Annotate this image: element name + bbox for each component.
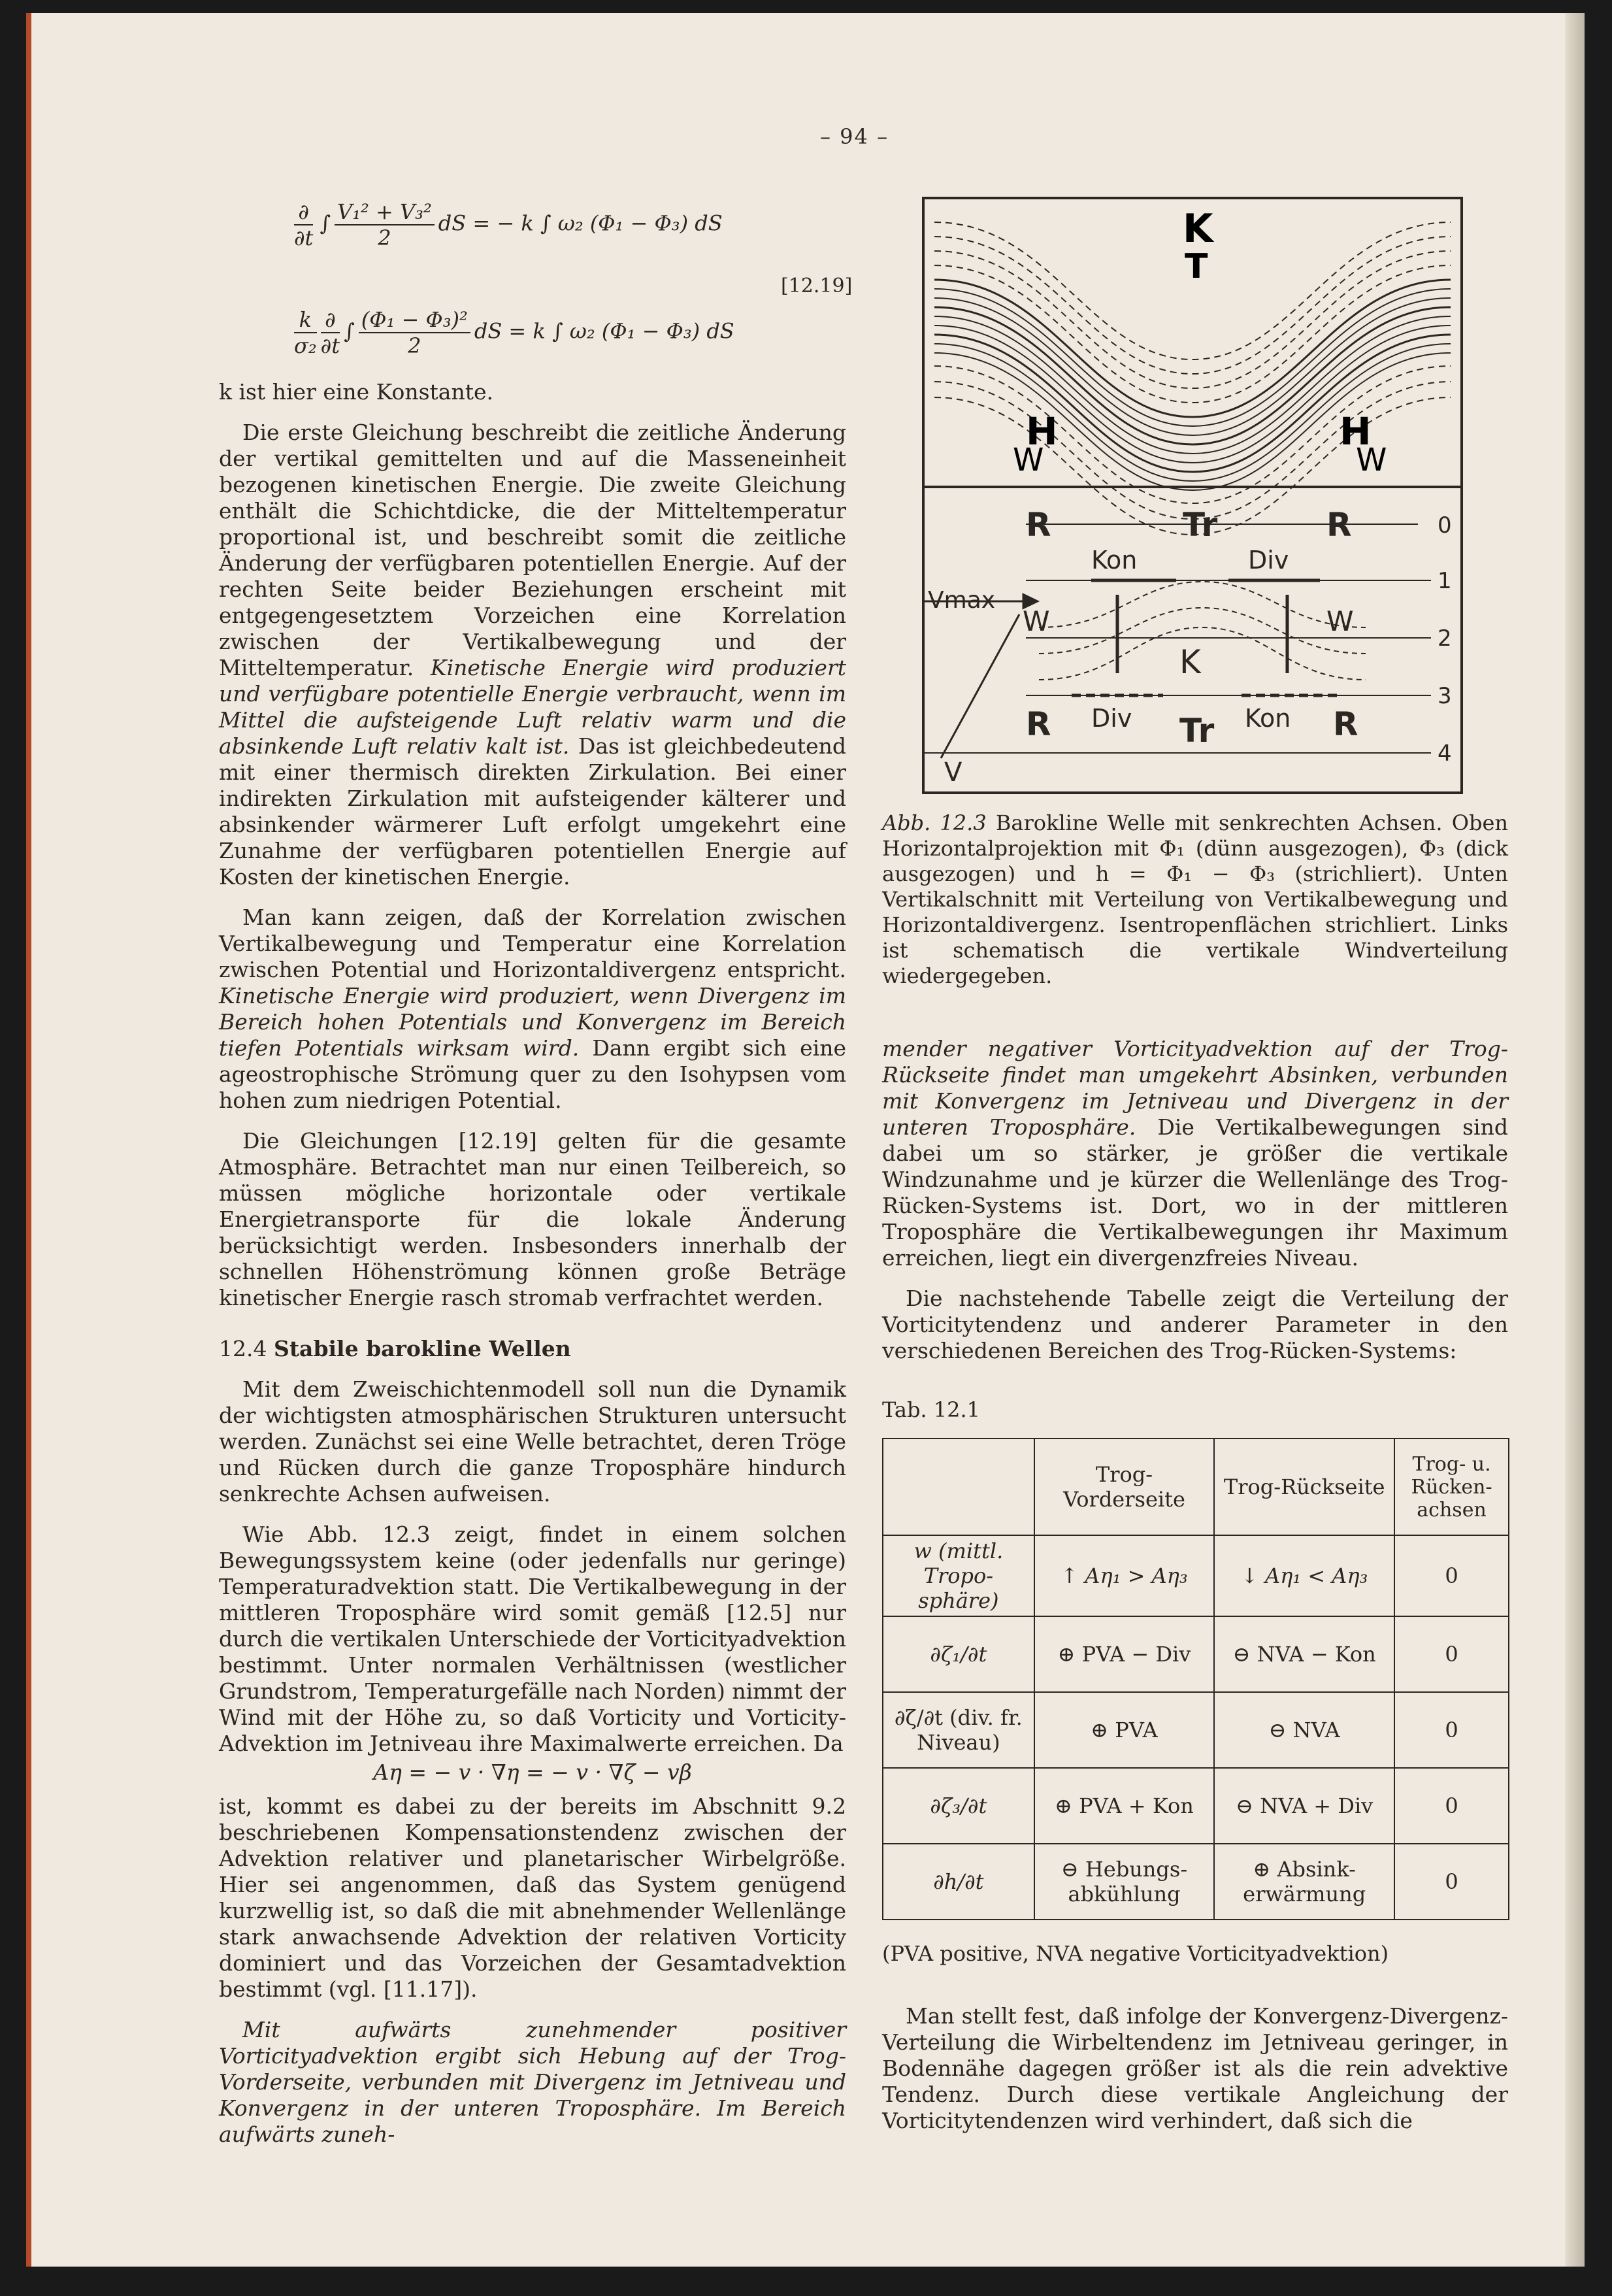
level-4: 4 [1438, 740, 1452, 767]
row-cell: ⊖ Hebungs-abkühlung [1034, 1844, 1215, 1920]
equation-1: $\frac{\partial}{\partial t}$ ∫ $\frac{\text{V₁² + V₃²}}{2}$ dS = − k ∫ ω₂ (Φ₁ − Φ₃) dS [294, 199, 723, 250]
book-spine [1565, 13, 1585, 2267]
label-H-left: H [1026, 409, 1058, 454]
table-row [883, 1692, 1509, 1768]
solid-contour [934, 316, 1451, 454]
eq1-frac-num: V₁² + V₃² [335, 199, 435, 225]
section-title: Stabile barokline Wellen [273, 1336, 571, 1361]
section-labels [928, 506, 1452, 788]
label-Kon-2: Kon [1245, 704, 1291, 733]
page-edge-mark [26, 13, 31, 2267]
right-paragraph-3: Man stellt fest, daß infolge der Konvergenz-Divergenz-Verteilung die Wirbeltendenz im Jetniveau geringer, in Bodennähe dagegen größer ist als die rein advektive Tendenz. Durch diese vertikale Angleichung der Vorticitytendenzen wird verhindert, daß sich die [882, 2003, 1508, 2133]
right-p1-end: Die Vertikalbewegungen sind dabei um so stärker, je größer die vertikale Windzunahme und je kürzer die Wellenlänge des Trog-Rücken-Systems ist. Dort, wo in der mittleren Troposphäre die Vertikalbewegungen ihr Maximum erreichen, liegt ein divergenzfreies Niveau. [882, 1114, 1508, 1271]
left-p1-end: Das ist gleichbedeutend mit einer thermisch direkten Zirkulation. Bei einer indirekten Zirkulation mit aufsteigender kälterer und absinkender wärmerer Luft erfolgt umgekehrt eine Zunahme der verfügbaren potentiellen Energie auf Kosten der kinetischen Energie. [219, 733, 846, 890]
page-number: – 94 – [820, 124, 889, 149]
table-header-vorderseite: Trog-Vorderseite [1034, 1439, 1215, 1535]
row-label: ∂ζ₁/∂t [883, 1616, 1034, 1692]
label-R-4: R [1333, 705, 1358, 743]
row-label: ∂h/∂t [883, 1844, 1034, 1920]
left-paragraph-2 [219, 905, 846, 1114]
left-p2-text: Man kann zeigen, daß der Korrelation zwischen Vertikalbewegung und Temperatur eine Korrelation zwischen Potential und Horizontaldivergenz entspricht. [219, 905, 846, 982]
row-cell: ⊕ Absink-erwärmung [1214, 1844, 1394, 1920]
row-cell: ⊖ NVA + Div [1214, 1768, 1394, 1844]
left-paragraph-7: Mit aufwärts zunehmender positiver Vorticityadvektion ergibt sich Hebung auf der Trog-Vorderseite, verbunden mit Divergenz im Jetniveau und Konvergenz in der unteren Troposphäre. Im Bereich aufwärts zuneh- [219, 2017, 846, 2147]
caption-text: Barokline Welle mit senkrechten Achsen. Oben Horizontalprojektion mit Φ₁ (dünn ausgezogen), Φ₃ (dick ausgezogen) und h = Φ₁ − Φ₃ (strichliert). Unten Vertikalschnitt mit Verteilung von Vertikalbewegung und Horizontaldivergenz. Isentropenflächen strichliert. Links ist schematisch die vertikale Windverteilung wiedergegeben. [882, 810, 1509, 988]
label-Tr-2: Tr [1179, 712, 1215, 750]
label-R-3: R [1026, 705, 1051, 743]
label-K-top: K [1183, 206, 1213, 252]
caption-label: Abb. 12.3 [882, 810, 987, 835]
row-cell: 0 [1394, 1844, 1509, 1920]
table-header-empty [883, 1439, 1034, 1535]
row-cell: 0 [1394, 1616, 1509, 1692]
right-column-top [882, 1036, 1508, 1378]
k-note: k ist hier eine Konstante. [219, 379, 493, 405]
eq2-frac-num: (Φ₁ − Φ₃)² [359, 307, 470, 333]
left-paragraph-4: Mit dem Zweischichtenmodell soll nun die Dynamik der wichtigsten atmosphärischen Strukturen untersucht werden. Zunächst sei eine Welle betrachtet, deren Tröge und Rücken durch die ganze Troposphäre hindurch senkrechte Achsen aufweisen. [219, 1376, 846, 1506]
row-label: ∂ζ/∂t (div. fr. Niveau) [883, 1692, 1034, 1768]
eq2-rest: dS = k ∫ ω₂ (Φ₁ − Φ₃) dS [474, 318, 734, 344]
left-column [219, 379, 846, 2162]
label-V: V [944, 757, 962, 788]
label-K-bottom: K [1179, 643, 1201, 681]
table-row [883, 1768, 1509, 1844]
table-row [883, 1616, 1509, 1692]
table-row [883, 1844, 1509, 1920]
row-cell: ⊕ PVA + Kon [1034, 1768, 1215, 1844]
row-cell: ↓ Aη₁ < Aη₃ [1214, 1535, 1394, 1616]
table-note: (PVA positive, NVA negative Vorticityadvektion) [882, 1941, 1389, 1966]
row-cell: ⊖ NVA − Kon [1214, 1616, 1394, 1692]
label-H-right: H [1340, 409, 1372, 454]
right-p1-italic: mender negativer Vorticityadvektion auf der Trog-Rückseite findet man umgekehrt Absinken, verbunden mit Konvergenz im Jetniveau und Divergenz in der unteren Troposphäre. [882, 1036, 1508, 1140]
level-3: 3 [1438, 683, 1452, 709]
section-heading [219, 1336, 846, 1362]
label-R-2: R [1326, 506, 1352, 544]
label-W-3: W [1023, 605, 1050, 637]
formula-advection: Aη = − v · ∇η = − v · ∇ζ − vβ [373, 1759, 692, 1785]
row-cell: ⊕ PVA [1034, 1692, 1215, 1768]
left-p2-italic: Kinetische Energie wird produziert, wenn Divergenz im Bereich hohen Potentials und Konvergenz im Bereich tiefen Potentials wirksam wird. [219, 983, 846, 1061]
table-header-row [883, 1439, 1509, 1535]
left-p1-italic: Kinetische Energie wird produziert und verfügbare potentielle Energie verbraucht, wenn im Mittel die aufsteigende Luft relativ warm und die absinkende Luft relativ kalt ist. [219, 655, 846, 759]
eq2-frac-den: 2 [408, 333, 421, 358]
label-Tr-1: Tr [1183, 506, 1218, 544]
label-Div-2: Div [1091, 704, 1132, 733]
label-Div-1: Div [1248, 546, 1289, 574]
label-T-top: T [1185, 247, 1208, 286]
equation-2: $\frac{k}{\text{σ₂}}$ $\frac{\partial}{\partial t}$ ∫ $\frac{\text{(Φ₁ − Φ₃)²}}{2}$ dS = k ∫ ω₂ (Φ₁ − Φ₃) dS [294, 307, 734, 358]
row-label: ∂ζ₃/∂t [883, 1768, 1034, 1844]
top-labels [1013, 206, 1387, 478]
row-cell: ↑ Aη₁ > Aη₃ [1034, 1535, 1215, 1616]
left-p2-end: Dann ergibt sich eine ageostrophische Strömung quer zu den Isohypsen vom hohen zum niedrigen Potential. [219, 1035, 846, 1113]
level-0: 0 [1438, 512, 1452, 539]
level-2: 2 [1438, 625, 1452, 652]
row-cell: 0 [1394, 1535, 1509, 1616]
table-header-rueckseite: Trog-Rückseite [1214, 1439, 1394, 1535]
figure-12-3 [921, 196, 1470, 797]
label-R-1: R [1026, 506, 1051, 544]
right-paragraph-1 [882, 1036, 1508, 1271]
right-column-bottom [882, 2003, 1508, 2148]
table-label: Tab. 12.1 [882, 1397, 981, 1422]
table-12-1 [882, 1438, 1509, 1920]
row-cell: ⊖ NVA [1214, 1692, 1394, 1768]
row-cell: 0 [1394, 1692, 1509, 1768]
right-paragraph-2: Die nachstehende Tabelle zeigt die Verteilung der Vorticitytendenz und anderer Parameter in den verschiedenen Bereichen des Trog-Rücken-Systems: [882, 1286, 1508, 1363]
level-1: 1 [1438, 568, 1452, 594]
section-number: 12.4 [219, 1336, 267, 1361]
equation-number: [12.19] [781, 275, 853, 297]
left-paragraph-5: Wie Abb. 12.3 zeigt, findet in einem solchen Bewegungssystem keine (oder jedenfalls nur geringe) Temperaturadvektion statt. Die Vertikalbewegung in der mittleren Troposphäre wird somit gemäß [12.5] nur durch die vertikalen Unterschiede der Vorticityadvektion bestimmt. Unter normalen Verhältnissen (westlicher Grundstrom, Temperaturgefälle nach Norden) nimmt der Wind mit der Höhe zu, so daß Vorticity und Vorticity-Advektion im Jetniveau ihre Maximalwerte erreichen. Da [219, 1522, 846, 1756]
label-W-left: W [1013, 442, 1044, 478]
row-label: w (mittl. Tropo-sphäre) [883, 1535, 1034, 1616]
figure-frame [923, 198, 1462, 793]
label-W-4: W [1326, 605, 1354, 637]
label-Vmax: Vmax [928, 587, 996, 614]
row-cell: ⊕ PVA − Div [1034, 1616, 1215, 1692]
table-header-achsen: Trog- u. Rücken-achsen [1394, 1439, 1509, 1535]
label-Kon-1: Kon [1091, 546, 1138, 574]
left-p1-text: Die erste Gleichung beschreibt die zeitliche Änderung der vertikal gemittelten und auf die Masseneinheit bezogenen kinetischen Energie. Die zweite Gleichung enthält die Schichtdicke, die der Mitteltemperatur proportional ist, und beschreibt somit die zeitliche Änderung der verfügbaren potentiellen Energie. Auf der rechten Seite beider Beziehungen erscheint mit entgegengesetztem Vorzeichen eine Korrelation zwischen der Vertikalbewegung und der Mitteltemperatur. [219, 420, 846, 680]
label-W-right: W [1356, 442, 1387, 478]
eq1-frac-den: 2 [378, 225, 391, 250]
eq1-rest: dS = − k ∫ ω₂ (Φ₁ − Φ₃) dS [438, 210, 723, 236]
row-cell: 0 [1394, 1768, 1509, 1844]
left-paragraph-3: Die Gleichungen [12.19] gelten für die gesamte Atmosphäre. Betrachtet man nur einen Teilbereich, so müssen mögliche horizontale oder vertikale Energietransporte für die lokale Änderung berücksichtigt werden. Insbesonders innerhalb der schnellen Höhenströmung können große Beträge kinetischer Energie rasch stromab verfrachtet werden. [219, 1128, 846, 1310]
left-paragraph-1 [219, 420, 846, 890]
left-paragraph-6: ist, kommt es dabei zu der bereits im Abschnitt 9.2 beschriebenen Kompensationstendenz zwischen der Advektion relativer und planetarischer Wirbelgröße. Hier sei angenommen, daß das System genügend kurzwellig ist, so daß die mit abnehmender Wellenlänge stark anwachsende Advektion der relativen Vorticity dominiert und das Vorzeichen der Gesamtadvektion bestimmt (vgl. [11.17]). [219, 1793, 846, 2002]
figure-caption [882, 810, 1508, 989]
table-row [883, 1535, 1509, 1616]
